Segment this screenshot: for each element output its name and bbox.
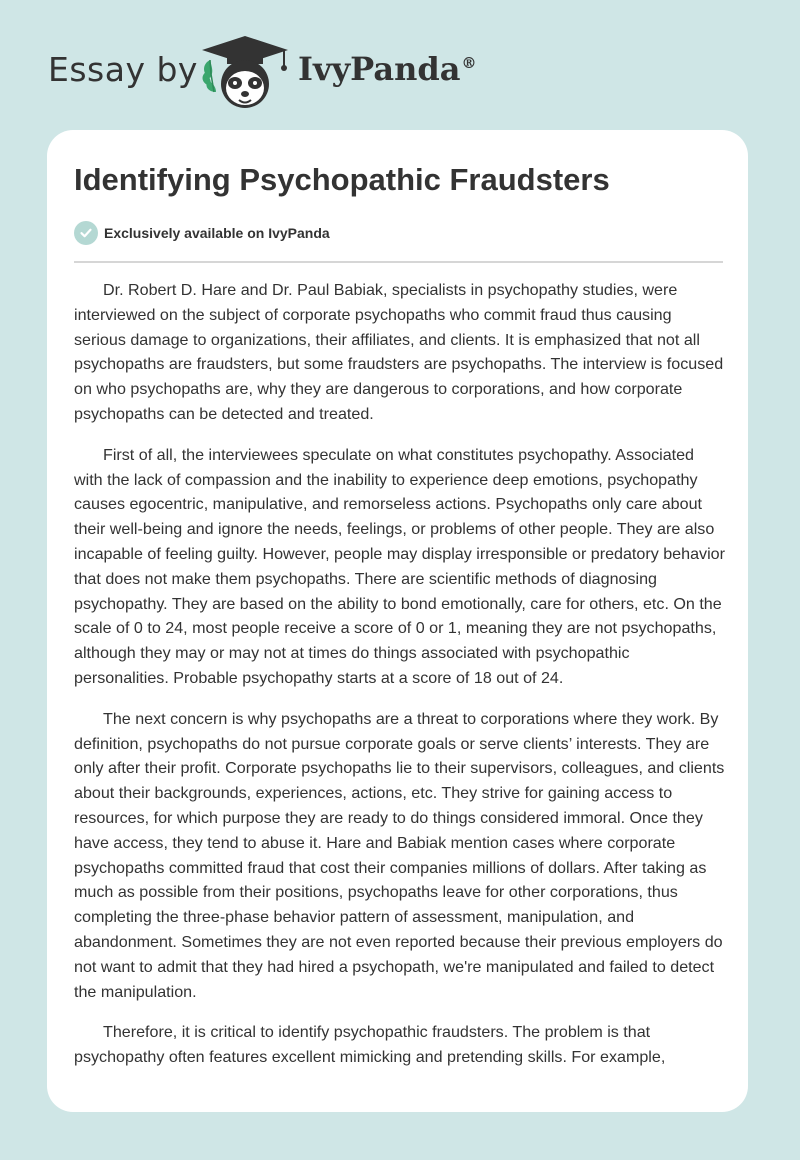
essay-body [74,278,725,1086]
site-header [0,0,800,130]
exclusive-badge-label: Exclusively available on IvyPanda [104,225,330,241]
paragraph: Dr. Robert D. Hare and Dr. Paul Babiak, specialists in psychopathy studies, were interviewed on the subject of corporate psychopaths who commit fraud thus causing serious damage to organizations, their affiliates, and clients. It is emphasized that not all psychopaths are fraudsters, but some fraudsters are psychopaths. The interview is focused on who psychopaths are, why they are dangerous to corporations, and how corporate psychopaths can be detected and treated. [74,281,724,423]
check-circle-icon [74,221,98,245]
paragraph: The next concern is why psychopaths are a threat to corporations where they work. By definition, psychopaths do not pursue corporate goals or serve clients’ interests. They are only after their profit. Corporate psychopaths lie to their supervisors, colleagues, and clients about their backgrounds, experiences, actions, etc. They strive for gaining access to resources, for which purpose they are ready to do things considered immoral. Once they have access, they tend to abuse it. Hare and Babiak mention cases where corporate psychopaths committed fraud that cost their companies millions of dollars. After taking as much as possible from their positions, psychopaths leave for other corporations, thus completing the three-phase behavior pattern of assessment, manipulation, and abandonment. Sometimes they are not even reported because their previous employers do not want to admit that they had hired a psychopath, we're manipulated and failed to detect the manipulation. [74,709,725,1001]
essay-card [47,130,748,1112]
essay-by-label: Essay by [48,50,198,89]
ivypanda-logo-text[interactable]: IvyPanda® [298,50,477,88]
exclusive-badge [74,221,330,245]
panda-graduate-icon[interactable] [198,34,292,110]
paragraph: Therefore, it is critical to identify psychopathic fraudsters. The problem is that psychopathy often features excellent mimicking and pretending skills. For example, [74,1023,666,1067]
divider [74,261,723,263]
page-title: Identifying Psychopathic Fraudsters [74,162,610,197]
paragraph: First of all, the interviewees speculate on what constitutes psychopathy. Associated with the lack of compassion and the inability to experience deep emotions, psychopathy causes egocentric, manipulative, and remorseless actions. Psychopaths only care about their well-being and ignore the needs, feelings, or problems of other people. They are also incapable of feeling guilty. However, people may display irresponsible or predatory behavior that does not make them psychopaths. There are scientific methods of diagnosing psychopathy. They are based on the ability to bond emotionally, care for others, etc. On the scale of 0 to 24, most people receive a score of 0 or 1, meaning they are not psychopaths, although they may or may not at times do things associated with psychopathic personalities. Probable psychopathy starts at a score of 18 out of 24. [74,445,725,687]
